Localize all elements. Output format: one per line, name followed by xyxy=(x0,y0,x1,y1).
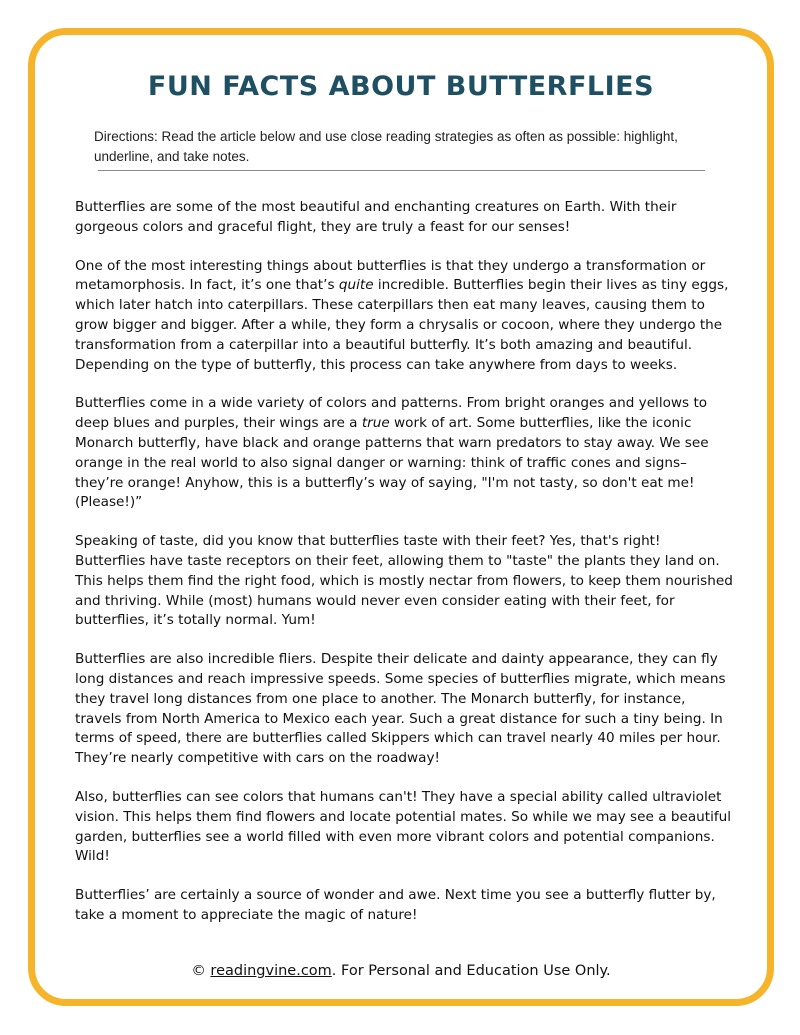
paragraph-3-text-b: work of art. Some butterflies, like the iconic Monarch butterfly, have black and orange patterns that warn predators to stay away. We see orange in the real world to also signal danger or warning: think of traffic cones and signs–they’re orange! Anyhow, this is a butterfly’s way of saying, "I'm not tasty, so don't eat me! (Please!)” xyxy=(75,415,709,511)
paragraph-5: Butterflies are also incredible fliers. Despite their delicate and dainty appearance, they can fly long distances and reach impressive speeds. Some species of butterflies migrate, which means they travel long distances from one place to another. The Monarch butterfly, for instance, travels from North America to Mexico each year. Such a great distance for such a tiny being. In terms of speed, there are butterflies called Skippers which can travel nearly 40 miles per hour. They’re nearly competitive with cars on the roadway! xyxy=(75,651,726,767)
page-title: FUN FACTS ABOUT BUTTERFLIES xyxy=(147,71,655,102)
paragraph-7: Butterflies’ are certainly a source of wonder and awe. Next time you see a butterfly flutter by, take a moment to appreciate the magic of nature! xyxy=(75,887,716,923)
paragraph-3-text-a: Butterflies come in a wide variety of colors and patterns. From bright oranges and yellows to deep blues and purples, their wings are a xyxy=(75,395,708,432)
paragraph-2-emphasis: quite xyxy=(338,277,374,294)
paragraph-1: Butterflies are some of the most beautiful and enchanting creatures on Earth. With their gorgeous colors and graceful flight, they are truly a feast for our senses! xyxy=(75,199,677,235)
footer-copyright: © xyxy=(191,963,211,979)
paragraph-2-text-a: One of the most interesting things about butterflies is that they undergo a transformation or metamorphosis. In fact, it’s one that’s xyxy=(75,257,706,294)
paragraph-6: Also, butterflies can see colors that humans can't! They have a special ability called ultraviolet vision. This helps them find flowers and locate potential mates. So while we may see a beautiful garden, butterflies see a world filled with even more vibrant colors and potential companions. Wild! xyxy=(75,788,732,865)
paragraph-2-text-b: incredible. Butterflies begin their lives as tiny eggs, which later hatch into caterpillars. These caterpillars then eat many leaves, causing them to grow bigger and bigger. After a while, they form a chrysalis or cocoon, where they undergo the transformation from a caterpillar into a beautiful butterfly. It’s both amazing and beautiful. Depending on the type of butterfly, this process can take anywhere from days to weeks. xyxy=(75,277,729,373)
footer-suffix: . For Personal and Education Use Only. xyxy=(331,963,611,979)
footer-link[interactable]: readingvine.com xyxy=(210,963,332,979)
worksheet-page xyxy=(28,28,774,1006)
paragraph-2 xyxy=(75,257,735,376)
article-body xyxy=(75,198,735,945)
paragraph-3-emphasis: true xyxy=(361,415,390,432)
paragraph-4: Speaking of taste, did you know that butterflies taste with their feet? Yes, that's right! Butterflies have taste receptors on their feet, allowing them to "taste" the plants they land on. This helps them find the right food, which is mostly nectar from flowers, to keep them nourished and thriving. While (most) humans would never even consider eating with their feet, for butterflies, it’s totally normal. Yum! xyxy=(75,533,733,629)
footer xyxy=(35,963,767,979)
directions-text: Directions: Read the article below and use close reading strategies as often as possible: highlight, underline, and take notes. xyxy=(94,129,678,164)
divider xyxy=(98,170,705,171)
paragraph-3 xyxy=(75,394,735,513)
